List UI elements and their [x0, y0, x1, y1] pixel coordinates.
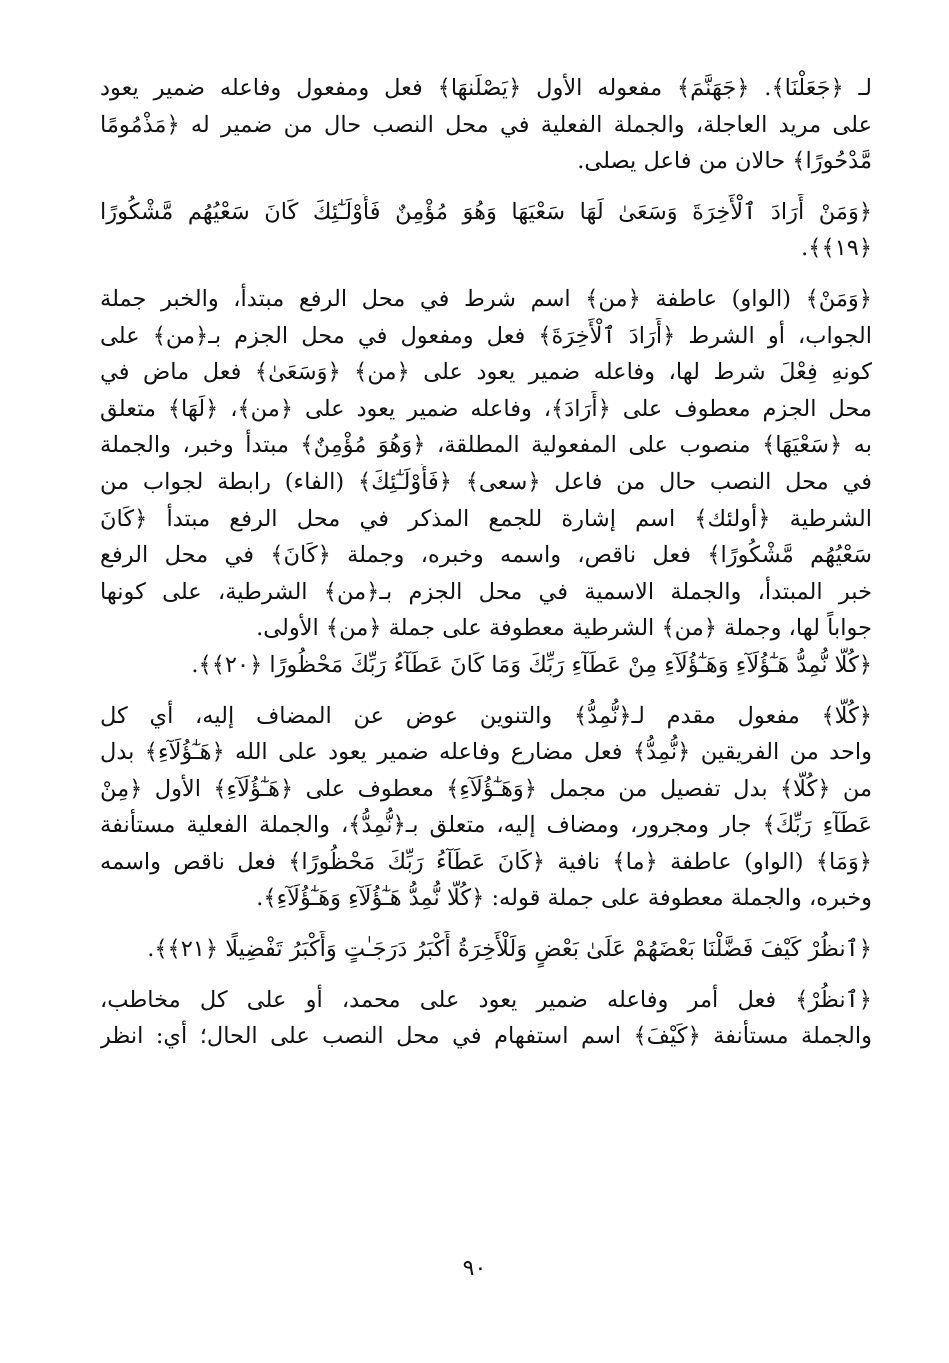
text-line: كونهِ فِعْلَ شرط لها، وفاعله ضمير يعود على ﴿من﴾ ﴿وَسَعَىٰ﴾ فعل ماض في [100, 359, 872, 386]
text-line: محل الجزم معطوف على ﴿أَرَادَ﴾، وفاعله ضمير يعود على ﴿من﴾، ﴿لَهَا﴾ متعلق [100, 395, 872, 422]
text-line: لـ ﴿جَعَلْنَا﴾. ﴿جَهَنَّمَ﴾ مفعوله الأول ﴿يَصْلَنهَا﴾ فعل ومفعول وفاعله ضمير يعود [100, 75, 872, 101]
paragraph [100, 70, 872, 180]
verse-line: ﴿١٩﴾﴾. [801, 235, 872, 262]
text-line: الشرطية ﴿أولئك﴾ اسم إشارة للجمع المذكر في محل الرفع مبتدأ ﴿كَانَ [100, 505, 872, 532]
page-body [100, 70, 872, 1300]
verse-line: ﴿وَمَنْ أَرَادَ ٱلْأَخِرَةَ وَسَعَىٰ لَهَا سَعْيَهَا وَهُوَ مُؤْمِنٌ فَأُوْلَـٰٓئِكَ كَانَ سَعْيُهُم مَّشْكُورًا [100, 198, 872, 225]
text-line: واحد من الفريقين ﴿نُّمِدُّ﴾ فعل مضارع وفاعله ضمير يعود على الله ﴿هَـٰٓؤُلَآءِ﴾ بدل [100, 739, 872, 766]
page-number: ٩٠ [462, 1256, 487, 1281]
text-line: ﴿وَمَنْ﴾ (الواو) عاطفة ﴿من﴾ اسم شرط في محل الرفع مبتدأ، والخبر جملة [100, 285, 872, 312]
text-line: وخبره، والجملة معطوفة على جملة قوله: ﴿كُلًّا نُّمِدُّ هَـٰٓؤُلَآءِ وَهَـٰٓؤُلَآءِ﴾. [256, 885, 872, 912]
text-line: ﴿وَمَا﴾ (الواو) عاطفة ﴿ما﴾ نافية ﴿كَانَ عَطَآءُ رَبِّكَ مَحْظُورًا﴾ فعل ناقص واسمه [100, 848, 872, 875]
text-line: والجملة مستأنفة ﴿كَيْفَ﴾ اسم استفهام في محل النصب على الحال؛ أي: انظر [100, 1023, 872, 1050]
quran-verse [100, 194, 872, 267]
paragraph [100, 982, 872, 1055]
verse-line: ﴿كُلًّا نُّمِدُّ هَـٰٓؤُلَآءِ وَهَـٰٓؤُلَآءِ مِنْ عَطَآءِ رَبِّكَ وَمَا كَانَ عَطَآءُ رَبِّكَ مَحْظُورًا ﴿٢٠﴾﴾. [191, 651, 872, 678]
text-line: في محل النصب حال من فاعل ﴿سعى﴾ ﴿فَأُوْلَـٰٓئِكَ﴾ (الفاء) رابطة لجواب من [100, 468, 872, 495]
quran-verse [100, 647, 872, 684]
quran-verse [100, 931, 872, 968]
text-line: به ﴿سَعْيَهَا﴾ منصوب على المفعولية المطلقة، ﴿وَهُوَ مُؤْمِنٌ﴾ مبتدأ وخبر، والجملة [100, 432, 872, 459]
text-line: ﴿ٱنظُرْ﴾ فعل أمر وفاعله ضمير يعود على محمد، أو على كل مخاطب، [100, 986, 872, 1013]
text-line: جواباً لها، وجملة ﴿من﴾ الشرطية معطوفة على جملة ﴿من﴾ الأولى. [256, 615, 872, 642]
text-line: خبر المبتدأ، والجملة الاسمية في محل الجزم بـ﴿من﴾ الشرطية، على كونها [100, 578, 872, 605]
text-line: ﴿كُلًّا﴾ مفعول مقدم لـ﴿نُّمِدُّ﴾ والتنوين عوض عن المضاف إليه، أي كل [100, 702, 872, 729]
text-line: الجواب، أو الشرط ﴿أَرَادَ ٱلْأَخِرَةَ﴾ فعل ومفعول في محل الجزم بـ﴿من﴾ على [100, 322, 872, 349]
text-line: عَطَآءِ رَبِّكَ﴾ جار ومجرور، ومضاف إليه، متعلق بـ﴿نُّمِدُّ﴾، والجملة الفعلية مستأنفة [100, 812, 872, 839]
paragraph [100, 281, 872, 647]
verse-line: ﴿ٱنظُرْ كَيْفَ فَضَّلْنَا بَعْضَهُمْ عَلَىٰ بَعْضٍ وَلَلْأَخِرَةُ أَكْبَرُ دَرَجَـٰتٍ وَأَكْبَرُ تَفْضِيلًا ﴿٢١﴾﴾. [147, 936, 872, 963]
paragraph [100, 698, 872, 918]
text-line: مَّدْحُورًا﴾ حالان من فاعل يصلى. [577, 148, 872, 175]
text-line: من ﴿كُلًّا﴾ بدل تفصيل من مجمل ﴿وَهَـٰٓؤُلَآءِ﴾ معطوف على ﴿هَـٰٓؤُلَآءِ﴾ الأول ﴿مِنْ [100, 775, 872, 802]
text-line: على مريد العاجلة، والجملة الفعلية في محل النصب حال من ضمير له ﴿مَذْمُومًا [100, 111, 872, 138]
text-line: سَعْيُهُم مَّشْكُورًا﴾ فعل ناقص، واسمه وخبره، وجملة ﴿كَانَ﴾ في محل الرفع [100, 542, 872, 569]
